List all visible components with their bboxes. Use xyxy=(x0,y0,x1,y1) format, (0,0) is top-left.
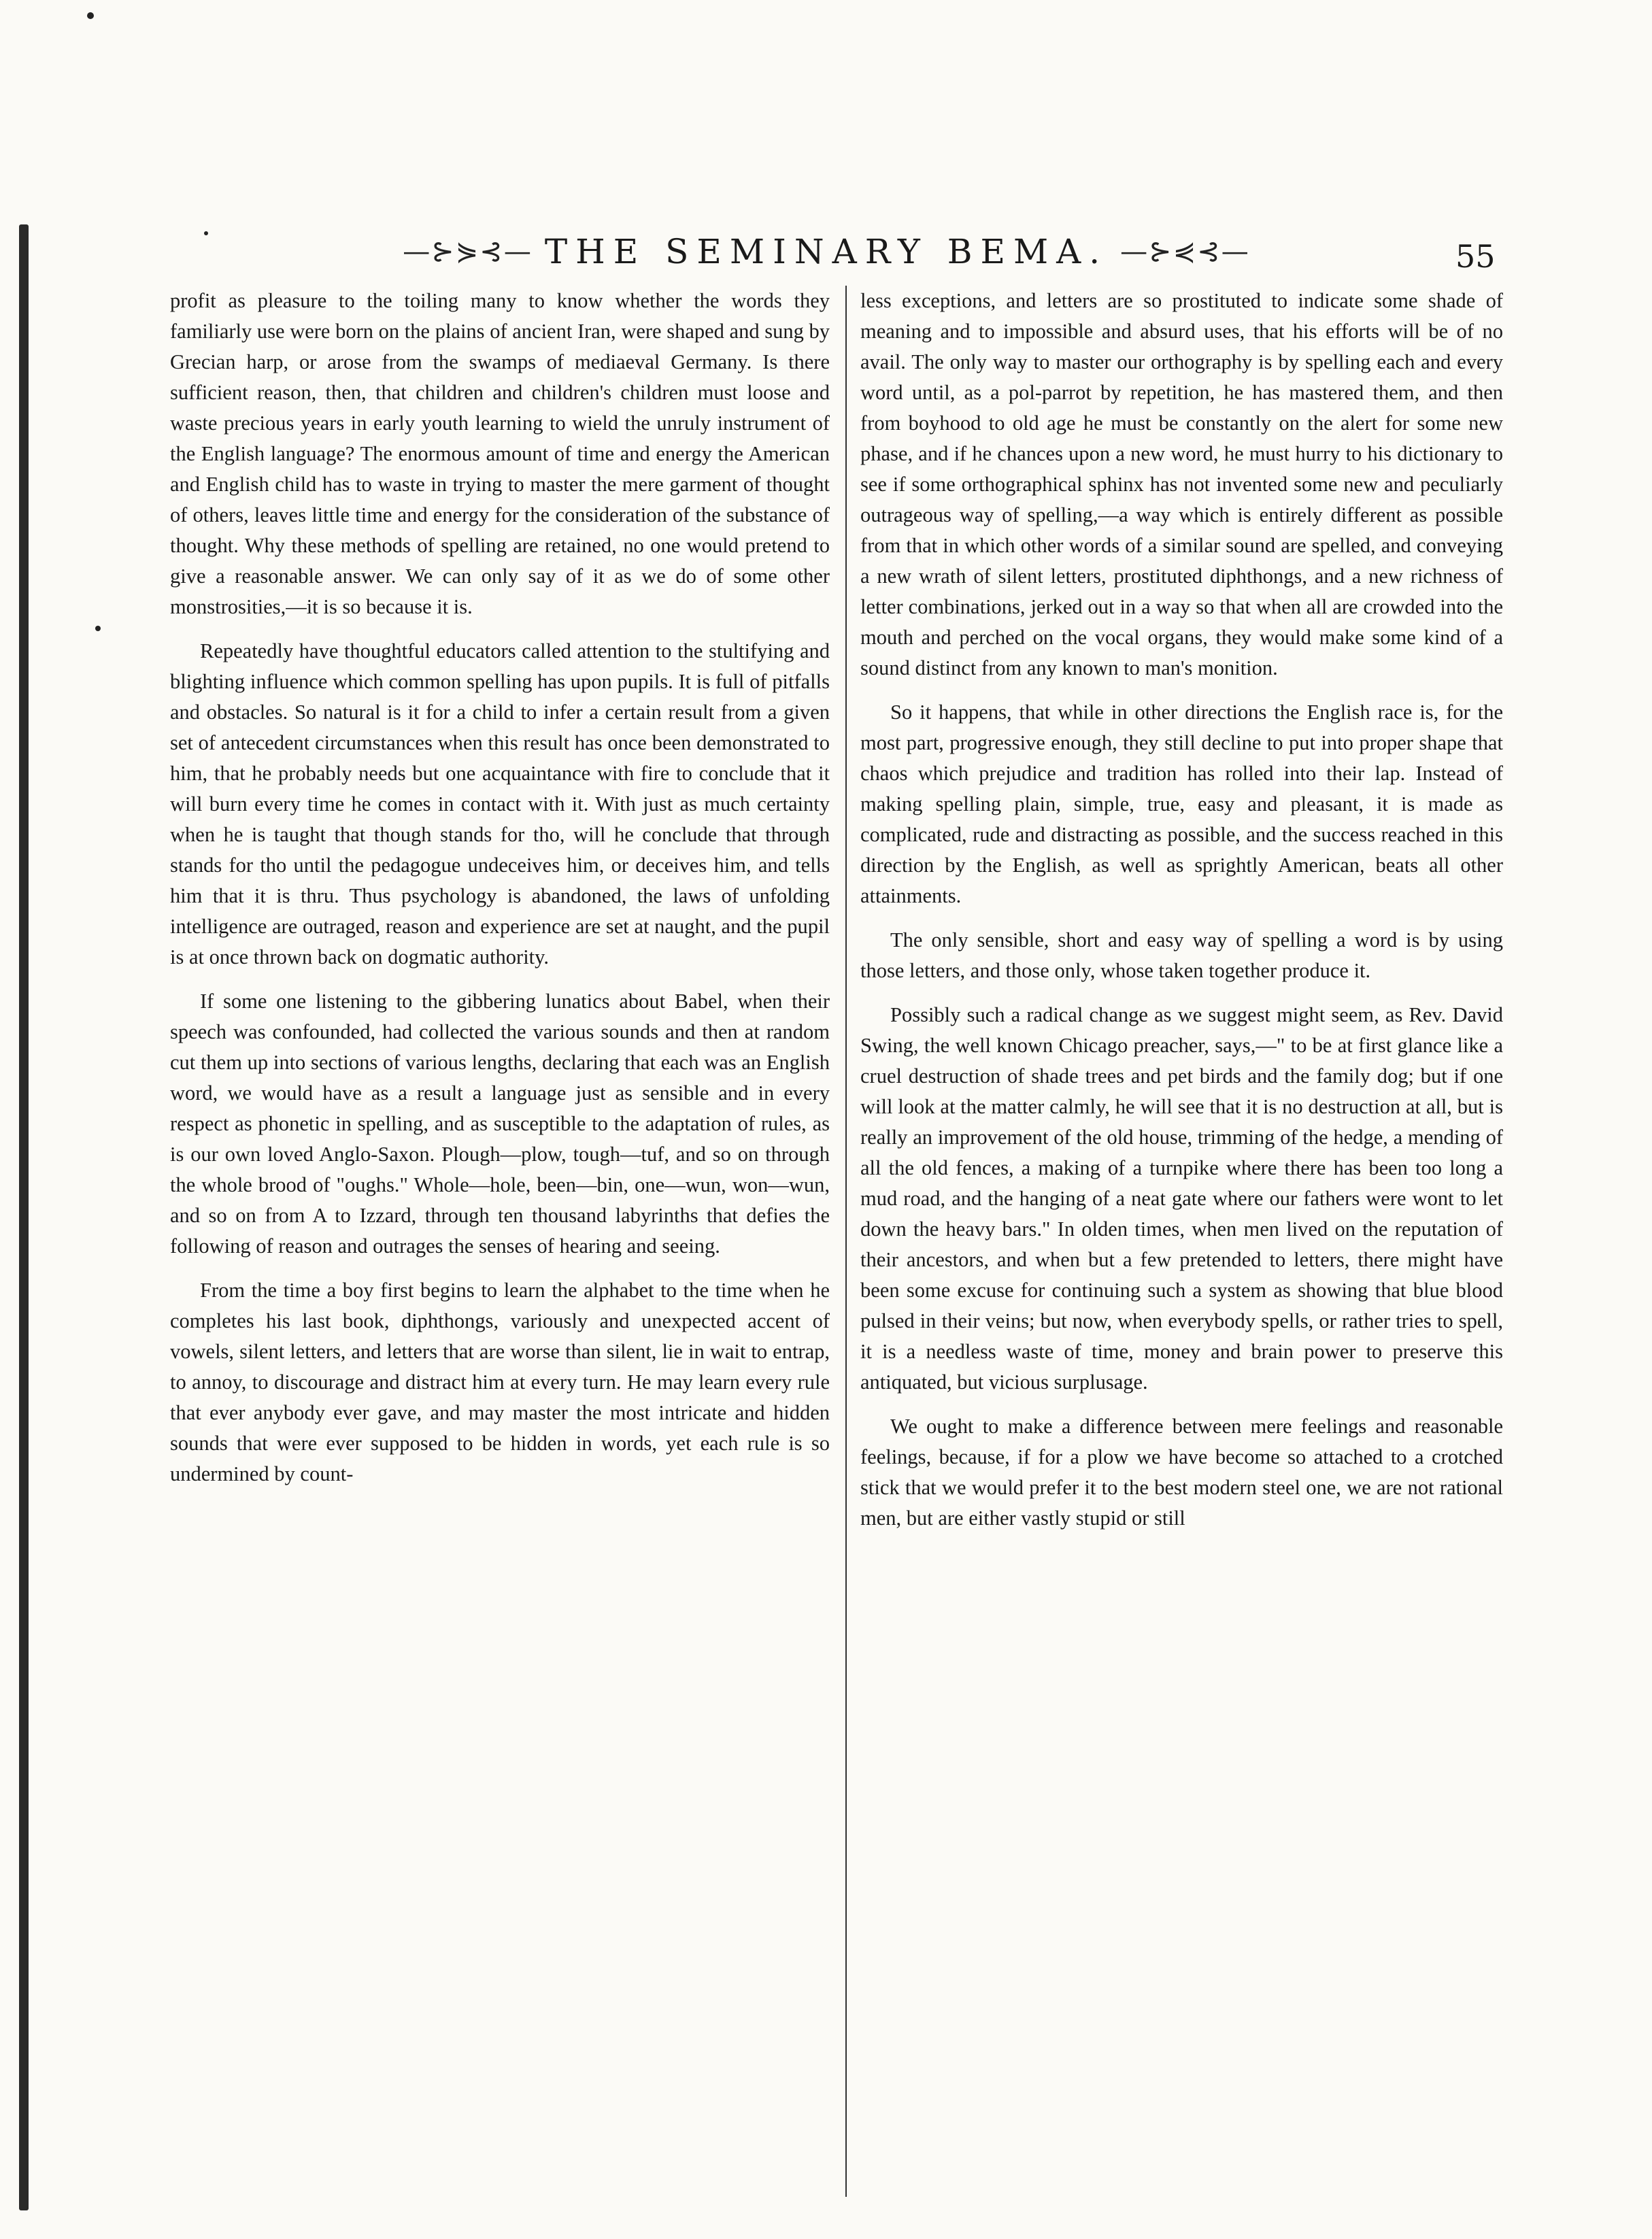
paragraph: From the time a boy first begins to learn the alphabet to the time when he completes his last book, diphthongs, variously and unexpected accent of vowels, silent letters, and letters that are worse than silent, lie in wait to entrap, to annoy, to discourage and distract him at every turn. He may learn every rule that ever anybody ever gave, and may master the most intricate and hidden sounds that were ever supposed to be hidden in words, yet each rule is so undermined by count- xyxy=(170,1279,830,1485)
journal-title: THE SEMINARY BEMA. xyxy=(544,232,1109,271)
paragraph: The only sensible, short and easy way of spelling a word is by using those letters, and those only, whose taken together produce it. xyxy=(860,928,1503,982)
paragraph: Possibly such a radical change as we suggest might seem, as Rev. David Swing, the well known Chicago preacher, says,—" to be at first glance like a cruel destruction of shade trees and pet birds and the family dog; but if one will look at the matter calmly, he will see that it is no destruction at all, but is really an improvement of the old house, trimming of the hedge, a mending of all the old fences, a making of a turnpike where there has been too long a mud road, and the hanging of a neat gate where our fathers were wont to let down the heavy bars." In olden times, when men lived on the reputation of their ancestors, and when but a few pretended to letters, there might have been some excuse for continuing such a system as showing that blue blood pulsed in their veins; but now, when everybody spells, or rather tries to spell, it is a needless waste of time, money and brain power to preserve this antiquated, but vicious surplusage. xyxy=(860,1003,1503,1394)
scan-speck xyxy=(87,12,94,19)
right-column xyxy=(860,286,1503,2197)
paragraph: If some one listening to the gibbering lunatics about Babel, when their speech was confounded, had collected the various sounds and then at random cut them up into sections of various lengths, declaring that each was an English word, we would have as a result a language just as sensible and in every respect as phonetic in spelling, and as susceptible to the adaptation of rules, as is our own loved Anglo-Saxon. Plough—plow, tough—tuf, and so on through the whole brood of "oughs." Whole—hole, been—bin, one—wun, won—wun, and so on from A to Izzard, through ten thousand labyrinths that defies the following of reason and outrages the senses of hearing and seeing. xyxy=(170,990,830,1258)
header-ornament-right: —⊱⋞⊰— xyxy=(1120,236,1250,267)
column-divider xyxy=(845,286,847,2197)
running-header xyxy=(170,224,1483,279)
paragraph: profit as pleasure to the toiling many to know whether the words they familiarly use were born on the plains of ancient Iran, were shaped and sung by Grecian harp, or arose from the swamps of mediaeval Germany. Is there sufficient reason, then, that children and children's children must loose and waste precious years in early youth learning to wield the unruly instrument of the English language? The enormous amount of time and energy the American and English child has to waste in trying to master the mere garment of thought of others, leaves little time and energy for the consideration of the substance of thought. Why these methods of spelling are retained, no one would pretend to give a reasonable answer. We can only say of it as we do of some other monstrosities,—it is so because it is. xyxy=(170,289,830,618)
binding-edge-mark xyxy=(19,224,29,2210)
paragraph: So it happens, that while in other directions the English race is, for the most part, progressive enough, they still decline to put into proper shape that chaos which prejudice and tradition has rolled into their lap. Instead of making spelling plain, simple, true, easy and pleasant, it is made as complicated, rude and distracting as possible, and the success reached in this direction by the English, as well as sprightly American, beats all other attainments. xyxy=(860,701,1503,907)
left-column xyxy=(170,286,830,2197)
scan-speck xyxy=(95,626,101,631)
paragraph: We ought to make a difference between mere feelings and reasonable feelings, because, if for a plow we have become so attached to a crotched stick that we would prefer it to the best modern steel one, we are not rational men, but are either vastly stupid or still xyxy=(860,1415,1503,1530)
header-ornament-left: —⊱⋟⊰— xyxy=(403,236,533,267)
paragraph: less exceptions, and letters are so prostituted to indicate some shade of meaning and to impossible and absurd uses, that his efforts will be of no avail. The only way to master our orthography is by spelling each and every word until, as a pol-parrot by repetition, he has mastered them, and then from boyhood to old age he must be constantly on the alert for some new phase, and if he chances upon a new word, he must hurry to his dictionary to see if some orthographical sphinx has not invented some new and peculiarly outrageous way of spelling,—a way which is entirely different as possible from that in which other words of a similar sound are spelled, and conveying a new wrath of silent letters, prostituted diphthongs, and a new richness of letter combinations, jerked out in a way so that when all are crowded into the mouth and perched on the vocal organs, they would make some kind of a sound distinct from any known to man's monition. xyxy=(860,289,1503,679)
page-number: 55 xyxy=(1455,238,1496,275)
paragraph: Repeatedly have thoughtful educators called attention to the stultifying and blighting influence which common spelling has upon pupils. It is full of pitfalls and obstacles. So natural is it for a child to infer a certain result from a given set of antecedent circumstances when this result has once been demonstrated to him, that he probably needs but one acquaintance with fire to conclude that it will burn every time he comes in contact with it. With just as much certainty when he is taught that though stands for tho, will he conclude that through stands for tho until the pedagogue undeceives him, or deceives him, and tells him that it is thru. Thus psychology is abandoned, the laws of unfolding intelligence are outraged, reason and experience are set at naught, and the pupil is at once thrown back on dogmatic authority. xyxy=(170,639,830,969)
